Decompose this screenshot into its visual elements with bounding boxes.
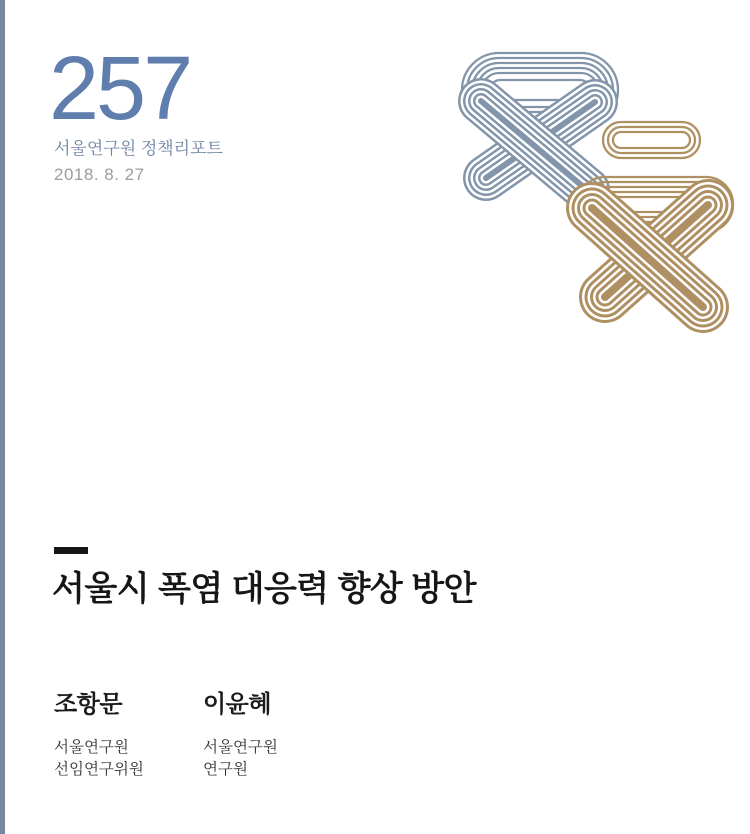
author-affiliation: 서울연구원	[54, 738, 129, 756]
title-dash	[54, 547, 88, 554]
report-date: 2018. 8. 27	[54, 165, 145, 184]
author-affiliation: 서울연구원	[203, 738, 278, 756]
author-position: 선임연구위원	[54, 760, 144, 778]
author-block	[203, 691, 348, 781]
report-number: 257	[49, 39, 191, 139]
logo-blue-glyph	[462, 53, 618, 190]
left-accent-bar	[0, 0, 5, 834]
author-block	[54, 691, 199, 781]
seoul-institute-logo-icon	[450, 44, 742, 344]
logo-gold-glyph	[578, 122, 733, 307]
report-series-label: 서울연구원 정책리포트	[54, 139, 223, 158]
author-name: 이윤혜	[203, 691, 272, 718]
author-position: 연구원	[203, 760, 248, 778]
author-name: 조항문	[54, 691, 123, 718]
report-title: 서울시 폭염 대응력 향상 방안	[52, 570, 476, 608]
